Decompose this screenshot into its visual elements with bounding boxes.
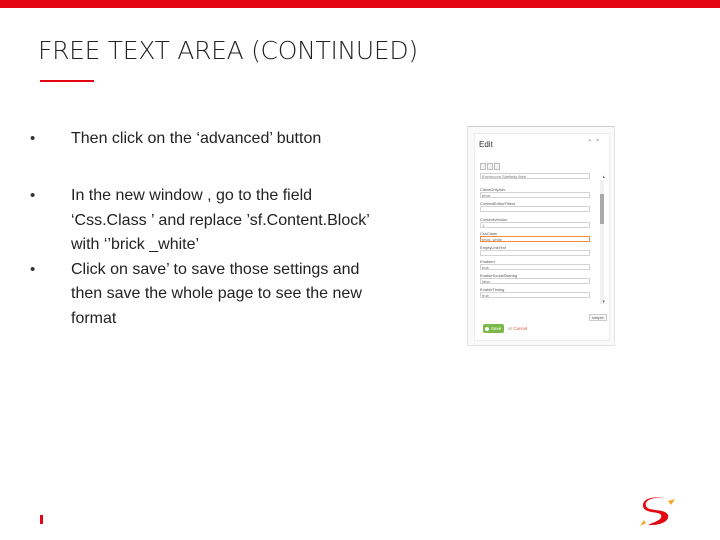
footer-accent-mark <box>40 515 43 524</box>
property-field <box>480 201 590 212</box>
cancel-row <box>508 326 527 331</box>
property-value[interactable]: true <box>480 292 590 298</box>
property-field <box>480 273 590 284</box>
slide-title: FREE TEXT AREA (CONTINUED) <box>38 36 418 65</box>
property-field <box>480 287 590 298</box>
property-value[interactable]: 1 <box>480 222 590 228</box>
scrollbar-thumb[interactable] <box>600 194 604 224</box>
property-label: ContentVersion <box>480 217 508 222</box>
bullet-item: • Click on save’ to save those settings and then save the whole page to see the new format <box>30 258 390 332</box>
property-value[interactable]: false <box>480 278 590 284</box>
property-field <box>480 259 590 270</box>
scroll-up-icon[interactable]: ▴ <box>602 174 605 180</box>
property-label: EnableTiming <box>480 287 505 292</box>
property-field <box>480 217 590 228</box>
property-label: EnableSocialSharing <box>480 273 518 278</box>
property-value[interactable] <box>480 250 590 256</box>
cssclass-input[interactable]: brick_white <box>480 236 590 242</box>
toolbar-icon[interactable] <box>494 163 500 170</box>
property-value[interactable]: true <box>480 264 590 270</box>
bullet-item: • In the new window , go to the field ‘Css.Class ’ and replace ’sf.Content.Block’ with ‘’brick _white’ <box>30 184 390 258</box>
toolbar-icon[interactable] <box>487 163 493 170</box>
property-value[interactable]: Envirocom.Sitefinity.Web <box>480 173 590 179</box>
property-field-cssclass <box>480 231 590 242</box>
or-text: or <box>508 326 513 331</box>
bullet-list-bottom <box>30 184 390 331</box>
save-button[interactable]: Save <box>483 324 504 333</box>
property-label: ClientOnlyAdv <box>480 187 506 192</box>
property-value[interactable] <box>480 206 590 212</box>
edit-dialog-screenshot <box>467 126 615 346</box>
bullet-list-top <box>30 127 390 152</box>
property-label: CssClass <box>480 231 497 236</box>
bullet-item: • Then click on the ‘advanced’ button <box>30 127 390 152</box>
dialog-window-controls[interactable]: • × <box>588 138 601 144</box>
title-underline <box>40 80 94 82</box>
scroll-down-icon[interactable]: ▾ <box>602 299 605 305</box>
property-label: ContentEditorFilters <box>480 201 516 206</box>
toolbar-icon[interactable] <box>480 163 486 170</box>
edit-dialog-title: Edit <box>479 140 493 149</box>
cancel-link[interactable]: Cancel <box>513 326 528 331</box>
simple-button[interactable]: simple <box>589 314 607 321</box>
property-label: Enabled <box>480 259 495 264</box>
edit-dialog <box>474 133 610 341</box>
property-label: EmptyLinkText <box>480 245 507 250</box>
property-field <box>480 187 590 198</box>
brand-logo-icon <box>638 495 678 529</box>
top-accent-bar <box>0 0 720 8</box>
property-field <box>480 245 590 256</box>
property-field <box>480 173 590 179</box>
property-value[interactable]: brick <box>480 192 590 198</box>
